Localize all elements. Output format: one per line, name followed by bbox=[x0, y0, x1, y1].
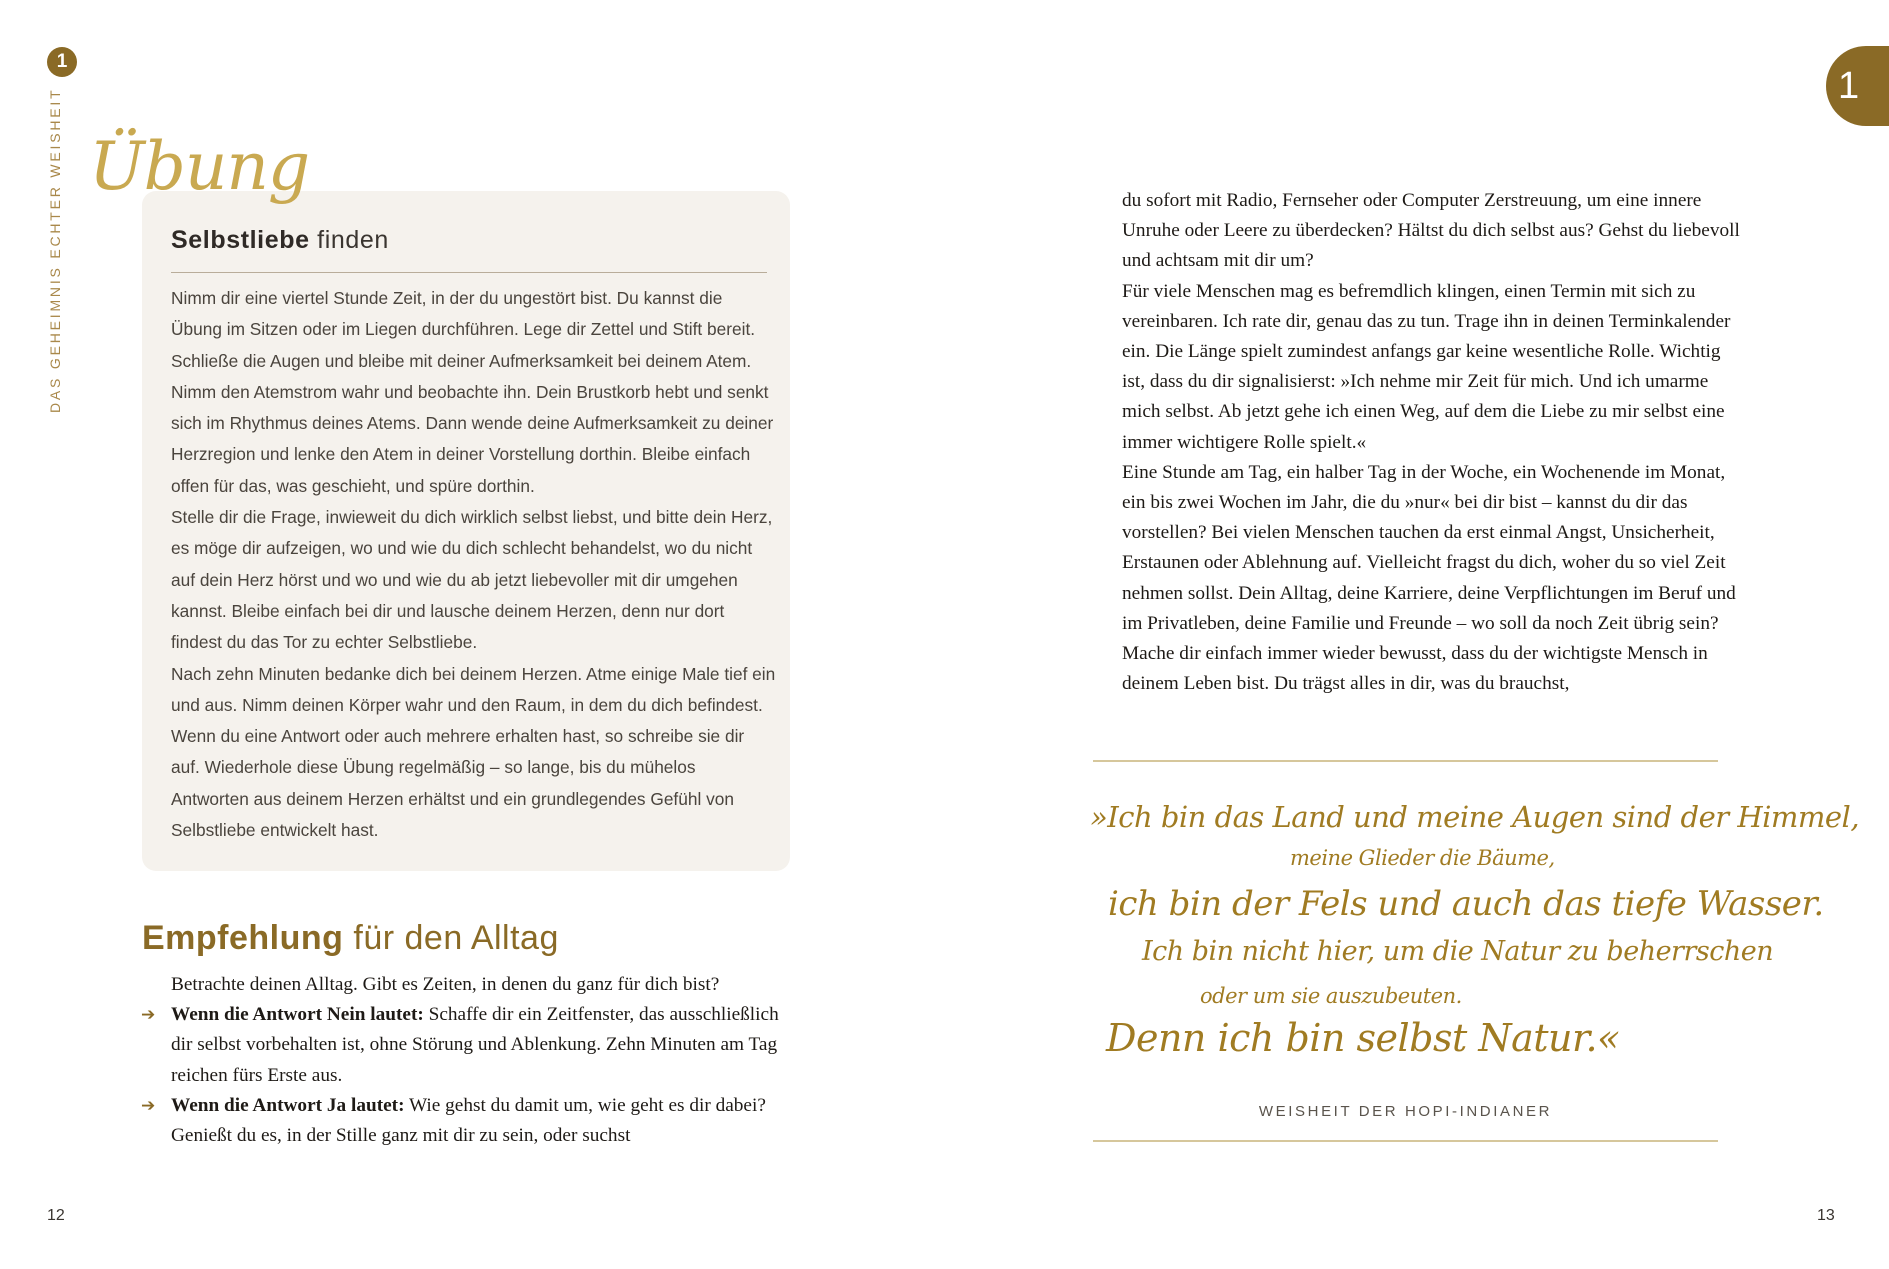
quote-line: Ich bin nicht hier, um die Natur zu beherrschen bbox=[1142, 936, 1774, 967]
recommendation-heading-rest: für den Alltag bbox=[353, 919, 559, 957]
chapter-number-badge: 1 bbox=[47, 47, 77, 77]
exercise-title bbox=[171, 226, 389, 255]
exercise-title-rule bbox=[171, 272, 767, 273]
body-paragraph: Für viele Menschen mag es befremdlich klingen, einen Termin mit sich zu vereinbaren. Ich rate dir, genau das zu tun. Trage ihn in deinen Terminkalender ein. Die Länge spielt zumindest anfangs gar keine wesentliche Rolle. Wichtig ist, dass du dir signalisierst: »Ich nehme mir Zeit für mich. Und ich umarme mich selbst. Ab jetzt gehe ich einen Weg, auf dem die Liebe zu mir selbst eine immer wichtigere Rolle spielt.« bbox=[1122, 280, 1731, 453]
recommendation-heading-bold: Empfehlung bbox=[142, 919, 344, 957]
exercise-text bbox=[171, 283, 777, 846]
quote-line: oder um sie auszubeuten. bbox=[1200, 984, 1462, 1008]
running-head: DAS GEHEIMNIS ECHTER WEISHEIT bbox=[47, 87, 63, 413]
recommendation-item-lead: Wenn die Antwort Ja lautet: bbox=[171, 1094, 405, 1116]
exercise-paragraph: Nimm dir eine viertel Stunde Zeit, in der du ungestört bist. Du kannst die Übung im Sitzen oder im Liegen durchführen. Lege dir Zettel und Stift bereit. Schließe die Augen und bleibe mit deiner Aufmerksamkeit bei deinem Atem. Nimm den Atemstrom wahr und beobachte ihn. Dein Brustkorb hebt und senkt sich im Rhythmus deines Atems. Dann wende deine Aufmerksamkeit zu deiner Herzregion und lenke den Atem in deiner Vorstellung dorthin. Bleibe einfach offen für das, was geschieht, und spüre dorthin. bbox=[171, 288, 774, 496]
exercise-title-bold: Selbstliebe bbox=[171, 226, 310, 254]
recommendation-text bbox=[141, 970, 791, 1151]
body-paragraph: Eine Stunde am Tag, ein halber Tag in der Woche, ein Wochenende im Monat, ein bis zwei Wochen im Jahr, die du »nur« bei dir bist – kannst du dir das vorstellen? Bei vielen Menschen tauchen da erst einmal Angst, Unsicherheit, Erstaunen oder Ablehnung auf. Vielleicht fragst du dich, woher du so viel Zeit nehmen sollst. Dein Alltag, deine Karriere, deine Verpflichtungen im Beruf und im Privatleben, deine Familie und Freunde – wo soll da noch Zeit übrig sein? bbox=[1122, 461, 1736, 634]
exercise-paragraph: Stelle dir die Frage, inwieweit du dich wirklich selbst liebst, und bitte dein Herz, es möge dir aufzeigen, wo und wie du dich schlecht behandelst, wo du nicht auf dein Herz hörst und wo und wie du ab jetzt liebevoller mit dir umgehen kannst. Bleibe einfach bei dir und lausche deinem Herzen, denn nur dort findest du das Tor zu echter Selbstliebe. bbox=[171, 507, 773, 653]
arrow-right-icon: ➔ bbox=[141, 1005, 156, 1026]
body-paragraph: Mache dir einfach immer wieder bewusst, dass du der wichtigste Mensch in deinem Leben bist. Du trägst alles in dir, was du brauchst, bbox=[1122, 643, 1708, 695]
recommendation-item bbox=[141, 1091, 791, 1151]
quote-source: WEISHEIT DER HOPI-INDIANER bbox=[1258, 1103, 1553, 1120]
quote-line: Denn ich bin selbst Natur.« bbox=[1106, 1016, 1620, 1060]
recommendation-item bbox=[141, 1000, 791, 1091]
quote-rule-bottom bbox=[1093, 1140, 1718, 1142]
chapter-tab-number: 1 bbox=[1838, 65, 1860, 107]
quote-rule-top bbox=[1093, 760, 1718, 762]
recommendation-item-lead: Wenn die Antwort Nein lautet: bbox=[171, 1004, 424, 1026]
recommendation-heading bbox=[142, 919, 559, 958]
page-number-right: 13 bbox=[1817, 1207, 1835, 1224]
exercise-label: Übung bbox=[89, 128, 310, 205]
exercise-paragraph: Nach zehn Minuten bedanke dich bei deinem Herzen. Atme einige Male tief ein und aus. Nimm deinen Körper wahr und den Raum, in dem du dich befindest. Wenn du eine Antwort oder auch mehrere erhalten hast, so schreibe sie dir auf. Wiederhole diese Übung regelmäßig – so lange, bis du mühelos Antworten aus deinem Herzen erhältst und ein grundlegendes Gefühl von Selbstliebe entwickelt hast. bbox=[171, 663, 776, 841]
quote-line: ich bin der Fels und auch das tiefe Wasser. bbox=[1108, 884, 1824, 924]
body-text bbox=[1122, 186, 1742, 699]
recommendation-intro: Betrachte deinen Alltag. Gibt es Zeiten, in denen du ganz für dich bist? bbox=[171, 974, 720, 995]
body-paragraph: du sofort mit Radio, Fernseher oder Computer Zerstreuung, um eine innere Unruhe oder Leere zu überdecken? Hältst du dich selbst aus? Gehst du liebevoll und achtsam mit dir um? bbox=[1122, 190, 1740, 272]
quote-line: »Ich bin das Land und meine Augen sind der Himmel, bbox=[1090, 800, 1860, 834]
page-number-left: 12 bbox=[47, 1207, 65, 1224]
quote-line: meine Glieder die Bäume, bbox=[1290, 846, 1555, 870]
recommendation-item-text: Wie gehst du damit um, wie geht es dir dabei? Genießt du es, in der Stille ganz mit dir zu sein, oder suchst bbox=[171, 1094, 766, 1147]
arrow-right-icon: ➔ bbox=[141, 1095, 156, 1116]
exercise-title-rest: finden bbox=[317, 226, 389, 254]
recommendation-item-text: Schaffe dir ein Zeitfenster, das ausschließlich dir selbst vorbehalten ist, ohne Störung und Ablenkung. Zehn Minuten am Tag reichen fürs Erste aus. bbox=[171, 1004, 779, 1086]
